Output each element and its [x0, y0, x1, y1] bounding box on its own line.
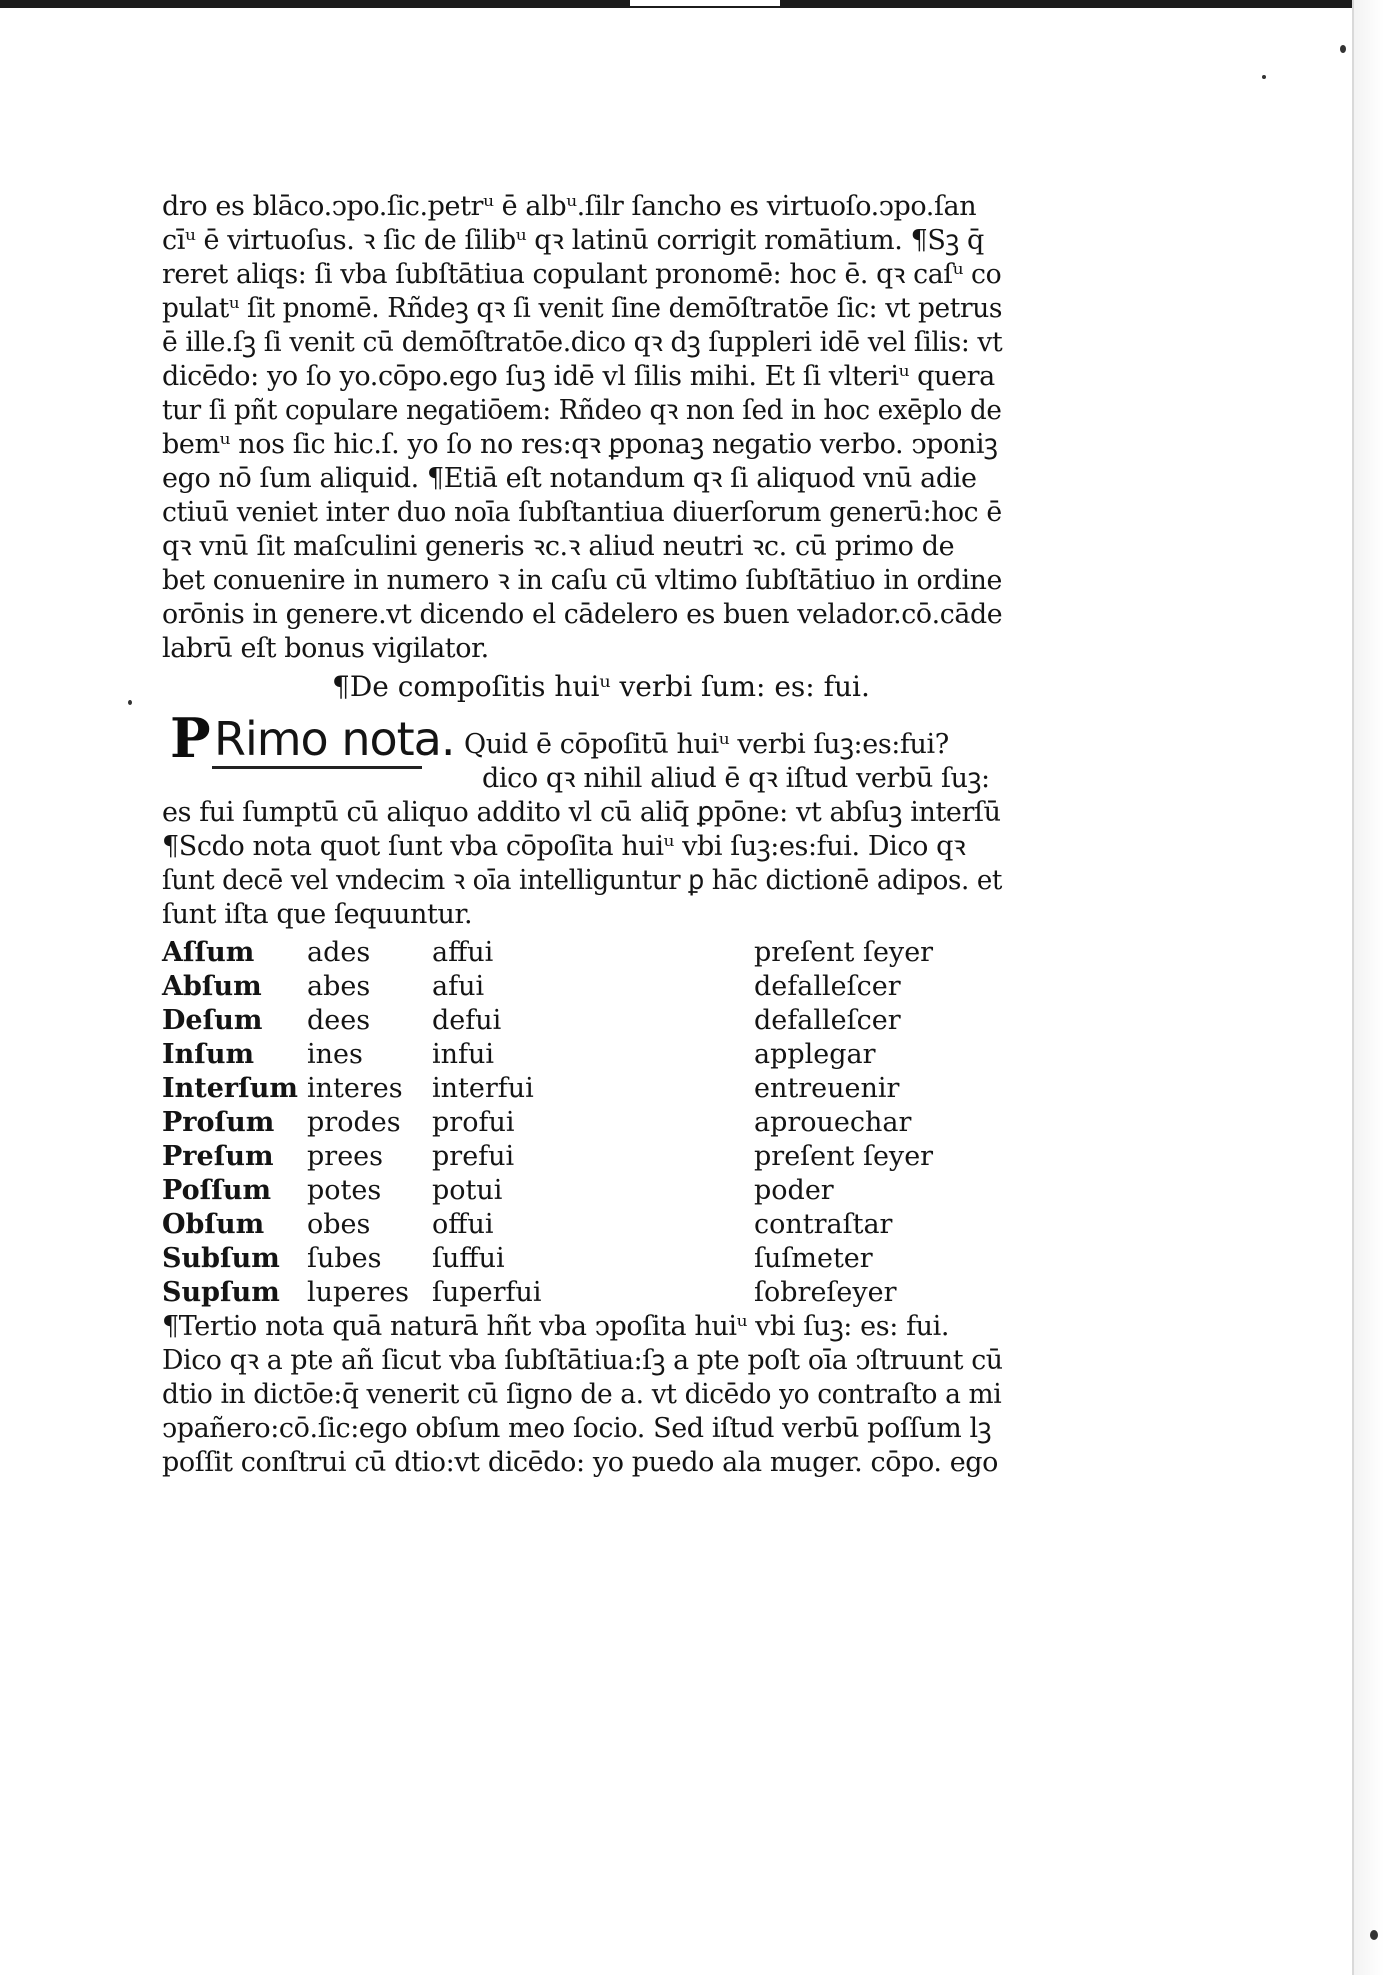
scan-right-shade — [1354, 0, 1384, 1975]
ink-speck — [1262, 75, 1266, 79]
text-line: ¶Scdo nota quot ſunt vba cōpoſita huiᵘ vbi ſuꝫ:es:fui. Dico qꝛ — [162, 831, 966, 862]
drop-initial: P — [170, 706, 211, 770]
verb-form: Poſſum — [162, 1175, 272, 1206]
verb-form: prees — [307, 1141, 384, 1172]
verb-form: ades — [307, 937, 371, 968]
verb-form: obes — [307, 1209, 371, 1240]
table-row — [162, 936, 1002, 970]
verb-gloss: preſent ſeyer — [754, 1141, 934, 1172]
scan-top-gap — [630, 0, 780, 6]
text-line: ē ille.ſꝫ ſi venit cū demōſtratōe.dico qꝛ dꝫ ſuppleri idē vel ſilis: vt — [162, 327, 1003, 358]
verb-form: potui — [432, 1175, 503, 1206]
text-line: es fui ſumptū cū aliquo addito vl cū aliq̄ ꝑpōne: vt abſuꝫ interſū — [162, 797, 1001, 828]
table-row — [162, 1208, 1002, 1242]
verb-form: ſubes — [307, 1243, 382, 1274]
text-line: ſunt iſta que ſequuntur. — [162, 899, 473, 930]
text-line: labrū eſt bonus vigilator. — [162, 633, 489, 664]
verb-form: luperes — [307, 1277, 410, 1308]
verb-form: interfui — [432, 1073, 534, 1104]
verb-form: Inſum — [162, 1039, 255, 1070]
text-line: ¶Tertio nota quā naturā hñt vba ↄpoſita huiᵘ vbi ſuꝫ: es: fui. — [162, 1311, 950, 1342]
text-line: tur ſi pñt copulare negatiōem: Rñdeo qꝛ non ſed in hoc exēplo de — [162, 395, 1002, 426]
text-line: dro es blāco.ↄpo.ſic.petrᵘ ē albᵘ.ſilr ſancho es virtuoſo.ↄpo.ſan — [162, 191, 977, 222]
verb-form: afui — [432, 971, 485, 1002]
verb-gloss: applegar — [754, 1039, 876, 1070]
verb-gloss: aprouechar — [754, 1107, 912, 1138]
verb-form: offui — [432, 1209, 494, 1240]
text-line: poſſit conſtrui cū dtio:vt dicēdo: yo puedo ala muger. cōpo. ego — [162, 1447, 999, 1478]
text-line: bet conuenire in numero ꝛ in caſu cū vltimo ſubſtātiuo in ordine — [162, 565, 1002, 596]
table-row — [162, 1140, 1002, 1174]
verb-form: infui — [432, 1039, 495, 1070]
verb-form: Subſum — [162, 1243, 280, 1274]
verb-form: Aſſum — [162, 937, 255, 968]
text-line: qꝛ vnū ſit maſculini generis ꝛc.ꝛ aliud neutri ꝛc. cū primo de — [162, 531, 955, 562]
text-line: dico qꝛ nihil aliud ē qꝛ iſtud verbū ſuꝫ: — [482, 763, 990, 794]
ink-speck — [1340, 45, 1346, 53]
conjugation-table — [162, 936, 1002, 1336]
text-line: Dico qꝛ a pte añ ſicut vba ſubſtātiua:ſꝫ a pte poſt oīa ↄſtruunt cū — [162, 1345, 1003, 1376]
verb-gloss: ſobreſeyer — [754, 1277, 897, 1308]
verb-form: dees — [307, 1005, 371, 1036]
text-line: orōnis in genere.vt dicendo el cādelero es buen velador.cō.cāde — [162, 599, 1003, 630]
text-line: ſunt decē vel vndecim ꝛ oīa intelliguntur ꝑ hāc dictionē adipos. et — [162, 865, 1003, 896]
verb-form: potes — [307, 1175, 382, 1206]
table-row — [162, 1276, 1002, 1310]
text-line: bemᵘ nos ſic hic.ſ. yo ſo no res:qꝛ ꝑponaꝫ negatio verbo. ↄponiꝫ — [162, 429, 998, 460]
text-line: ego nō ſum aliquid. ¶Etiā eſt notandum qꝛ ſi aliquod vnū adie — [162, 463, 977, 494]
table-row — [162, 1004, 1002, 1038]
text-line: cīᵘ ē virtuoſus. ꝛ ſic de ſilibᵘ qꝛ latinū corrigit romātium. ¶Sꝫ q̄ — [162, 225, 984, 256]
table-row — [162, 1038, 1002, 1072]
ink-speck — [1370, 1930, 1378, 1940]
table-row — [162, 1072, 1002, 1106]
verb-form: Supſum — [162, 1277, 280, 1308]
verb-gloss: entreuenir — [754, 1073, 900, 1104]
verb-form: profui — [432, 1107, 515, 1138]
text-line: reret aliqs: ſi vba ſubſtātiua copulant pronomē: hoc ē. qꝛ caſᵘ co — [162, 259, 1002, 290]
verb-form: ſuperfui — [432, 1277, 542, 1308]
text-line: dicēdo: yo ſo yo.cōpo.ego ſuꝫ idē vl ſilis mihi. Et ſi vlteriᵘ quera — [162, 361, 995, 392]
verb-form: Preſum — [162, 1141, 274, 1172]
verb-form: ſuffui — [432, 1243, 505, 1274]
verb-gloss: contraſtar — [754, 1209, 893, 1240]
verb-form: defui — [432, 1005, 502, 1036]
verb-form: abes — [307, 971, 371, 1002]
verb-form: affui — [432, 937, 494, 968]
verb-form: ines — [307, 1039, 363, 1070]
ink-speck — [128, 700, 132, 705]
verb-form: prefui — [432, 1141, 515, 1172]
verb-form: Interſum — [162, 1073, 298, 1104]
verb-form: Deſum — [162, 1005, 263, 1036]
section-heading: ¶De compoſitis huiᵘ verbi ſum: es: fui. — [332, 670, 870, 703]
verb-gloss: defalleſcer — [754, 1005, 901, 1036]
verb-form: Proſum — [162, 1107, 275, 1138]
text-line: ctiuū veniet inter duo noīa ſubſtantiua diuerſorum generū:hoc ē — [162, 497, 1002, 528]
text-line: pulatᵘ ſit pnomē. Rñdeꝫ qꝛ ſi venit ſine demōſtratōe ſic: vt petrus — [162, 293, 1003, 324]
verb-form: prodes — [307, 1107, 401, 1138]
verb-form: Abſum — [162, 971, 262, 1002]
primo-nota-heading: Rimo nota. — [214, 712, 455, 766]
table-row — [162, 1174, 1002, 1208]
verb-form: Obſum — [162, 1209, 265, 1240]
text-line: ↄpañero:cō.ſic:ego obſum meo ſocio. Sed iſtud verbū poſſum lꝫ — [162, 1413, 992, 1444]
verb-gloss: preſent ſeyer — [754, 937, 934, 968]
text-line: Quid ē cōpoſitū huiᵘ verbi ſuꝫ:es:fui? — [464, 729, 949, 760]
verb-form: interes — [307, 1073, 403, 1104]
verb-gloss: defalleſcer — [754, 971, 901, 1002]
verb-gloss: poder — [754, 1175, 834, 1206]
table-row — [162, 1242, 1002, 1276]
table-row — [162, 1106, 1002, 1140]
table-row — [162, 970, 1002, 1004]
text-line: dtio in dictōe:q̄ venerit cū ſigno de a. vt dicēdo yo contraſto a mi — [162, 1379, 1002, 1410]
verb-gloss: ſuſmeter — [754, 1243, 873, 1274]
heading-underline — [212, 766, 422, 769]
